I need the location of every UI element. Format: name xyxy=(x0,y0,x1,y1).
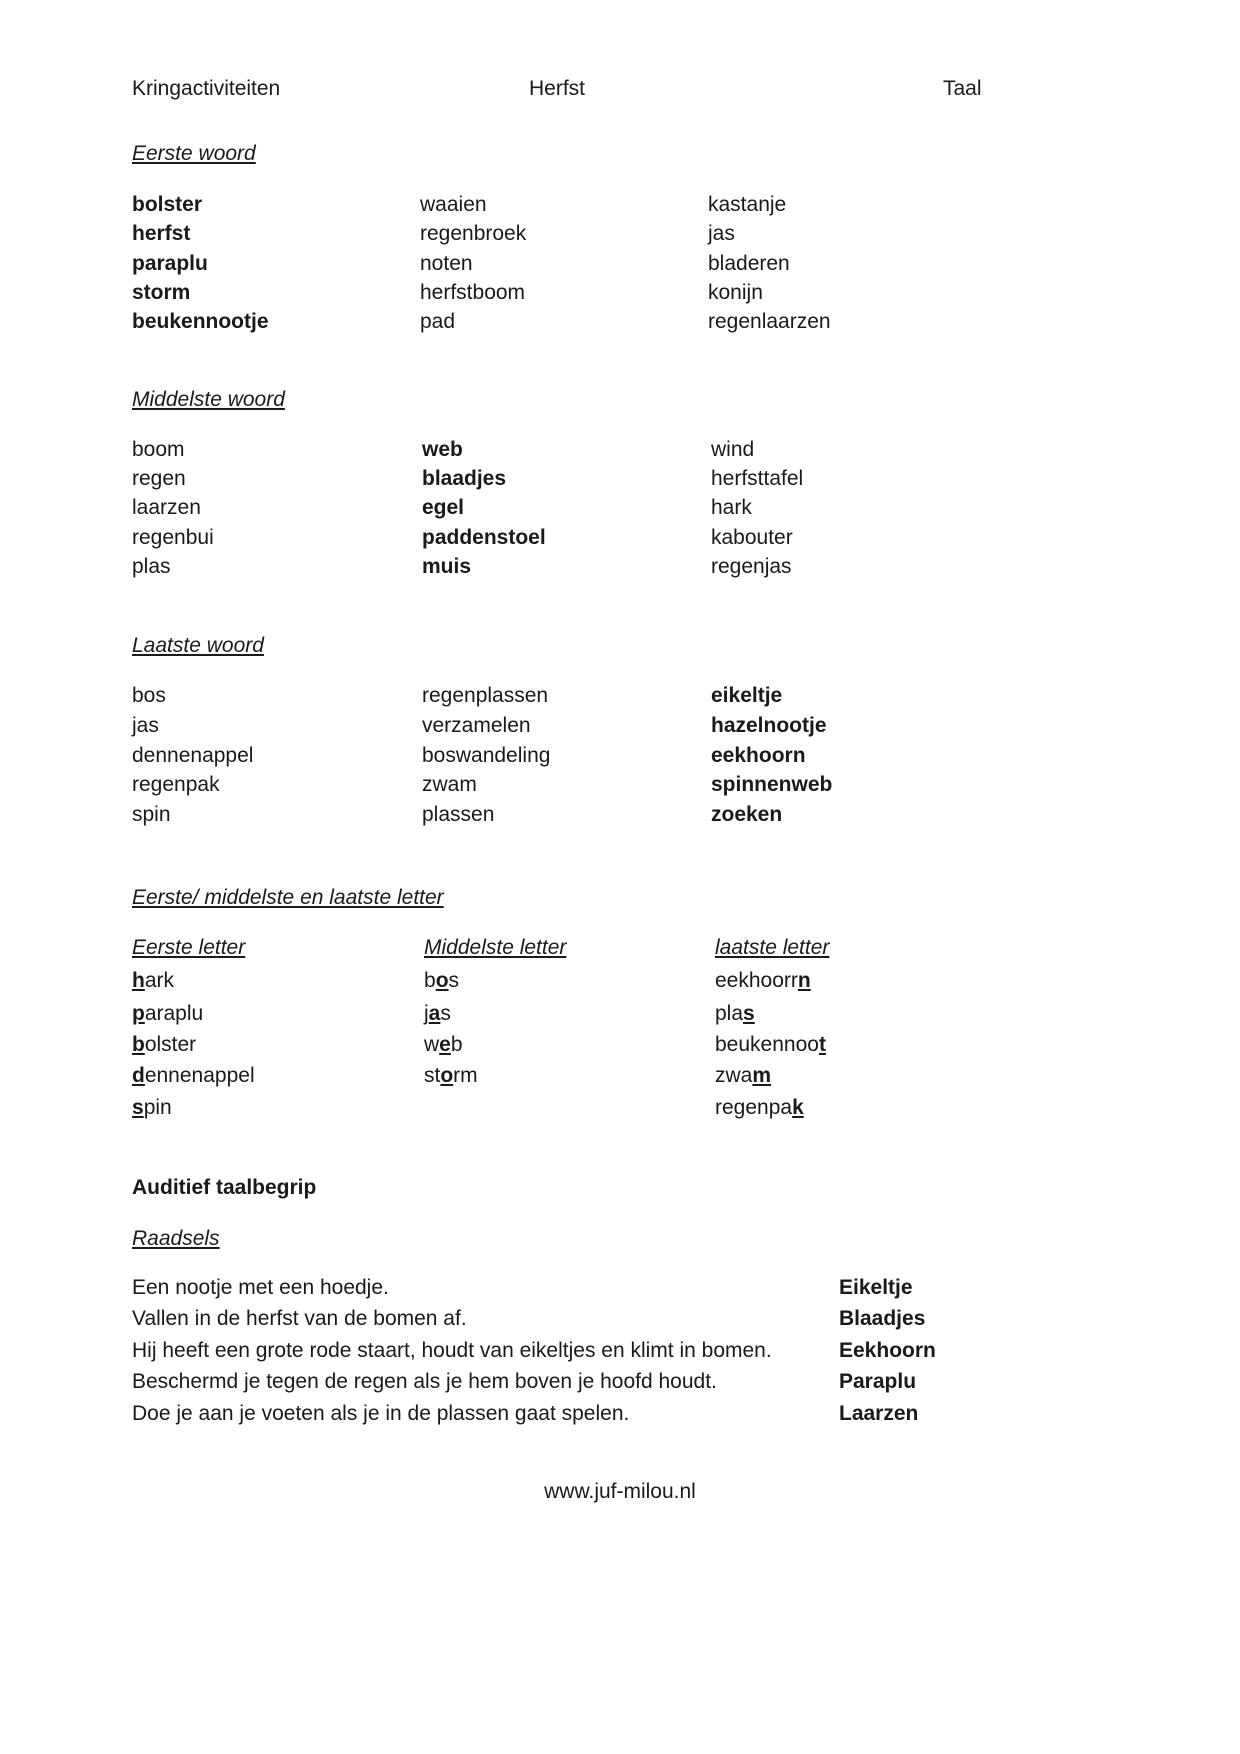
header-left: Kringactiviteiten xyxy=(132,77,281,100)
highlighted-letter: m xyxy=(752,1064,772,1087)
word: regenpak xyxy=(132,773,220,796)
highlighted-letter: a xyxy=(428,1002,441,1025)
footer-url: www.juf-milou.nl xyxy=(544,1480,696,1503)
highlighted-letter: d xyxy=(132,1064,145,1087)
letter-word: plas xyxy=(715,1002,755,1025)
section-title-middelste-woord: Middelste woord xyxy=(132,388,285,411)
word: beukennootje xyxy=(132,310,269,333)
word: paraplu xyxy=(132,252,208,275)
word: bolster xyxy=(132,193,203,216)
highlighted-letter: s xyxy=(743,1002,755,1025)
letter-word: eekhoorrn xyxy=(715,969,811,992)
riddle-answer: Blaadjes xyxy=(839,1307,926,1330)
word: regen xyxy=(132,467,186,490)
letter-word: zwam xyxy=(715,1064,772,1087)
word: bladeren xyxy=(708,252,790,275)
word: pad xyxy=(420,310,456,333)
section-title-laatste-woord: Laatste woord xyxy=(132,634,264,657)
word: waaien xyxy=(420,193,487,216)
column-header-middelste-letter: Middelste letter xyxy=(424,936,567,959)
word: regenlaarzen xyxy=(708,310,831,333)
word: egel xyxy=(422,496,465,519)
riddle-question: Een nootje met een hoedje. xyxy=(132,1276,389,1299)
riddle-question: Doe je aan je voeten als je in de plassen gaat spelen. xyxy=(132,1402,630,1425)
word: laarzen xyxy=(132,496,201,519)
highlighted-letter: s xyxy=(132,1096,144,1119)
word: zoeken xyxy=(711,803,783,826)
word: eikeltje xyxy=(711,684,783,707)
letter-word: bolster xyxy=(132,1033,197,1056)
word: jas xyxy=(708,222,735,245)
riddle-answer: Paraplu xyxy=(839,1370,917,1393)
word: spinnenweb xyxy=(711,773,833,796)
section-title-letters: Eerste/ middelste en laatste letter xyxy=(132,886,444,909)
word: regenplassen xyxy=(422,684,549,707)
word: regenbui xyxy=(132,526,214,549)
word: noten xyxy=(420,252,473,275)
highlighted-letter: k xyxy=(792,1096,804,1119)
word: wind xyxy=(711,438,755,461)
word: plas xyxy=(132,555,171,578)
highlighted-letter: p xyxy=(132,1002,145,1025)
word: bos xyxy=(132,684,166,707)
section-subtitle-raadsels: Raadsels xyxy=(132,1227,220,1250)
letter-word: paraplu xyxy=(132,1002,204,1025)
word: paddenstoel xyxy=(422,526,546,549)
word: storm xyxy=(132,281,191,304)
riddle-answer: Eikeltje xyxy=(839,1276,913,1299)
highlighted-letter: h xyxy=(132,969,145,992)
column-header-eerste-letter: Eerste letter xyxy=(132,936,246,959)
highlighted-letter: e xyxy=(439,1033,451,1056)
letter-word: regenpak xyxy=(715,1096,804,1119)
section-title-auditief: Auditief taalbegrip xyxy=(132,1176,317,1199)
word: kabouter xyxy=(711,526,793,549)
letter-word: bos xyxy=(424,969,460,992)
word: spin xyxy=(132,803,171,826)
word: jas xyxy=(132,714,159,737)
word: herfst xyxy=(132,222,191,245)
word: hark xyxy=(711,496,752,519)
word: hazelnootje xyxy=(711,714,827,737)
letter-word: jas xyxy=(424,1002,451,1025)
word: plassen xyxy=(422,803,495,826)
highlighted-letter: o xyxy=(435,969,449,992)
word: blaadjes xyxy=(422,467,507,490)
word: web xyxy=(422,438,463,461)
letter-word: web xyxy=(424,1033,463,1056)
column-header-laatste-letter: laatste letter xyxy=(715,936,830,959)
word: herfsttafel xyxy=(711,467,804,490)
word: zwam xyxy=(422,773,477,796)
highlighted-letter: b xyxy=(132,1033,145,1056)
word: konijn xyxy=(708,281,763,304)
letter-word: hark xyxy=(132,969,175,992)
word: dennenappel xyxy=(132,744,254,767)
header-center: Herfst xyxy=(529,77,586,100)
word: boom xyxy=(132,438,185,461)
highlighted-letter: t xyxy=(818,1033,826,1056)
header-right: Taal xyxy=(943,77,982,100)
word: herfstboom xyxy=(420,281,526,304)
word: regenbroek xyxy=(420,222,527,245)
word: muis xyxy=(422,555,472,578)
word: eekhoorn xyxy=(711,744,806,767)
word: boswandeling xyxy=(422,744,551,767)
riddle-question: Vallen in de herfst van de bomen af. xyxy=(132,1307,467,1330)
highlighted-letter: o xyxy=(440,1064,454,1087)
riddle-question: Beschermd je tegen de regen als je hem boven je hoofd houdt. xyxy=(132,1370,717,1393)
riddle-answer: Laarzen xyxy=(839,1402,919,1425)
letter-word: spin xyxy=(132,1096,172,1119)
section-title-eerste-woord: Eerste woord xyxy=(132,142,256,165)
word: kastanje xyxy=(708,193,787,216)
letter-word: dennenappel xyxy=(132,1064,255,1087)
letter-word: storm xyxy=(424,1064,478,1087)
word: regenjas xyxy=(711,555,792,578)
word: verzamelen xyxy=(422,714,531,737)
riddle-question: Hij heeft een grote rode staart, houdt van eikeltjes en klimt in bomen. xyxy=(132,1339,772,1362)
letter-word: beukennoot xyxy=(715,1033,826,1056)
riddle-answer: Eekhoorn xyxy=(839,1339,936,1362)
highlighted-letter: n xyxy=(797,969,811,992)
